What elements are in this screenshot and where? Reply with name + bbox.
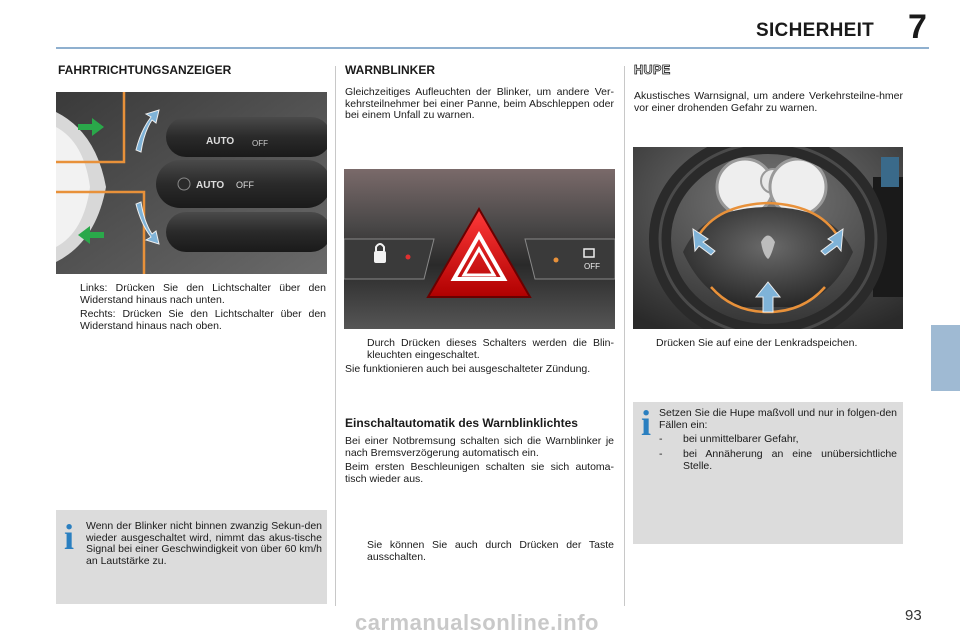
list-item: Sie können Sie auch durch Drücken der Taste ausschalten. [367, 539, 614, 563]
stalk-off-label: OFF [236, 180, 254, 190]
stalk-auto-label: AUTO [206, 136, 235, 147]
info-text: Wenn der Blinker nicht binnen zwanzig Sekun-den wieder ausgeschaltet wird, nimmt das akus-tische Signal bei einer Geschwindigkeit von über 60 km/h an Lautstärke zu. [86, 520, 322, 567]
info-icon: i [641, 403, 652, 443]
subsection-title: Einschaltautomatik des Warnblinklichtes [345, 416, 578, 430]
list-item: Rechts: Drücken Sie den Lichtschalter über den Widerstand hinaus nach oben. [80, 308, 326, 332]
dash-icon: - [659, 448, 663, 460]
list-item: - bei Annäherung an eine unübersichtliche Stelle. [659, 448, 897, 472]
info-box-hupe [633, 402, 903, 544]
column-divider [624, 66, 625, 606]
header-rule [56, 47, 929, 49]
watermark: carmanualsonline.info [355, 610, 599, 635]
list-item: Links: Drücken Sie den Lichtschalter über den Widerstand hinaus nach unten. [80, 282, 326, 306]
chapter-side-tab[interactable] [931, 325, 960, 391]
column-divider [335, 66, 336, 606]
intro-text: Akustisches Warnsignal, um andere Verkehrsteilne-hmer vor einer drohenden Gefahr zu warnen. [634, 90, 903, 114]
chapter-number: 7 [908, 8, 927, 46]
page-title: SICHERHEIT [756, 20, 875, 41]
turn-signal-stalk-image [56, 92, 327, 274]
section-title-hupe: HUPE [634, 63, 671, 77]
list-item: Durch Drücken dieses Schalters werden die Blin-kleuchten eingeschaltet. [367, 337, 614, 361]
page-number: 93 [905, 607, 922, 624]
stalk-off-label: OFF [252, 139, 268, 148]
hazard-switch-image [344, 169, 615, 329]
info-box-blinker [56, 510, 327, 604]
auto-text-2: Beim ersten Beschleunigen schalten sie sich automa-tisch wieder aus. [345, 461, 614, 485]
section-title-fahrtrichtungsanzeiger: FAHRTRICHTUNGSANZEIGER [58, 63, 232, 77]
auto-text-1: Bei einer Notbremsung schalten sich die Warnblinker je nach Bremsverzögerung automatisch ein. [345, 435, 614, 459]
switch-off-label: OFF [584, 262, 600, 271]
dash-icon: - [659, 433, 663, 445]
list-item: - bei unmittelbarer Gefahr, [659, 433, 799, 445]
section-title-warnblinker: WARNBLINKER [345, 63, 435, 77]
info-text: Setzen Sie die Hupe maßvoll und nur in folgen-den Fällen ein: [659, 407, 897, 431]
list-item: Drücken Sie auf eine der Lenkradspeichen. [656, 337, 858, 349]
steering-wheel-image [633, 147, 903, 329]
intro-text: Gleichzeitiges Aufleuchten der Blinker, um andere Ver-kehrsteilnehmer bei einer Panne, beim Abschleppen oder bei einem Unfall zu warnen. [345, 86, 614, 121]
stalk-auto-label: AUTO [196, 180, 225, 191]
note-text: Sie funktionieren auch bei ausgeschalteter Zündung. [345, 363, 591, 375]
info-icon: i [64, 517, 75, 557]
